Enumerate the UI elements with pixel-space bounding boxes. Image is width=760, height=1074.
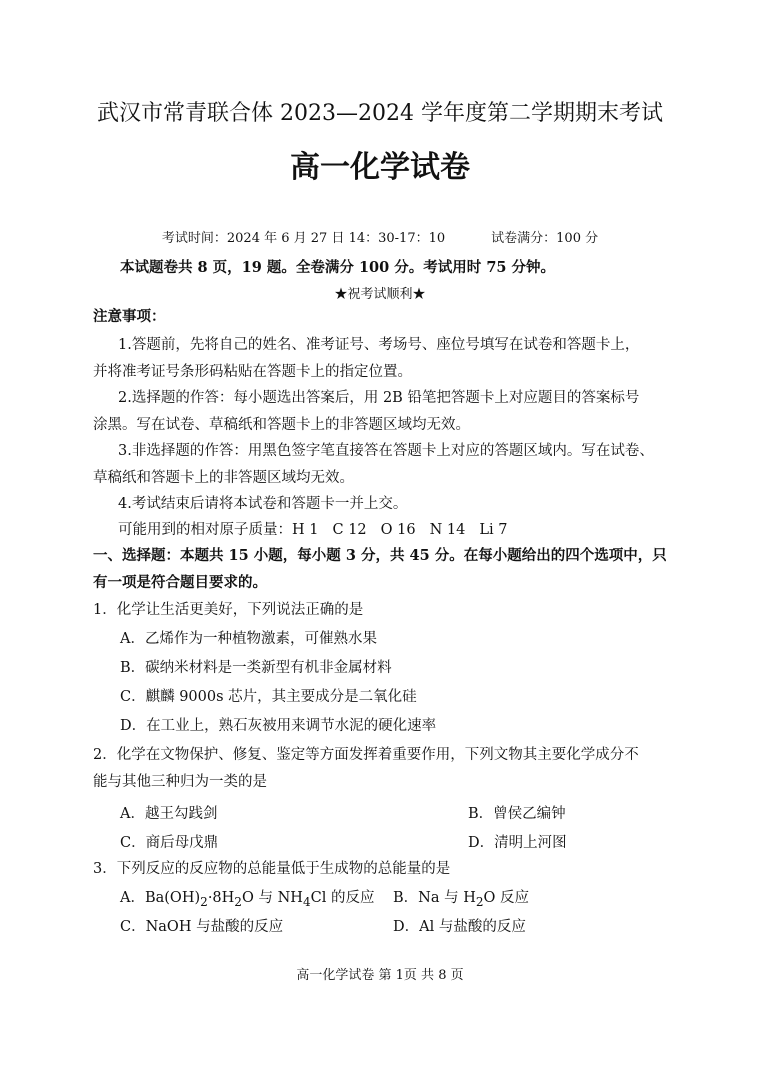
q3-a-part-1: A．Ba(OH) xyxy=(120,890,201,906)
q1-option-c: C．麒麟 9000s 芯片，其主要成分是二氧化硅 xyxy=(120,689,417,705)
q3-a-sub-2: 2 xyxy=(234,894,242,909)
note-2-line-2: 涂黑。写在试卷、草稿纸和答题卡上的非答题区域均无效。 xyxy=(93,417,470,433)
page-footer: 高一化学试卷 第 1页 共 8 页 xyxy=(296,968,464,983)
paper-title: 高一化学试卷 xyxy=(290,150,470,185)
q3-a-sub-1: 2 xyxy=(200,894,208,909)
q3-option-a xyxy=(120,886,374,909)
q3-a-sub-3: 4 xyxy=(302,894,311,909)
atomic-mass-h: H 1 xyxy=(292,522,319,538)
exam-time: 考试时间：2024 年 6 月 27 日 14：30-17：10 xyxy=(161,231,446,246)
atomic-mass-li: Li 7 xyxy=(479,522,508,538)
q3-a-part-4: Cl 的反应 xyxy=(310,890,375,906)
q3-option-c: C．NaOH 与盐酸的反应 xyxy=(120,919,284,935)
q1-option-b: B．碳纳米材料是一类新型有机非金属材料 xyxy=(120,660,392,676)
good-luck-note: ★祝考试顺利★ xyxy=(334,287,426,302)
q2-stem-line-1: 2．化学在文物保护、修复、鉴定等方面发挥着重要作用，下列文物其主要化学成分不 xyxy=(93,747,639,763)
q2-option-b: B．曾侯乙编钟 xyxy=(468,806,566,822)
q3-option-b xyxy=(393,886,529,909)
q1-option-a: A．乙烯作为一种植物激素，可催熟水果 xyxy=(120,631,377,647)
q3-b-sub: 2 xyxy=(475,894,484,909)
full-score: 试卷满分：100 分 xyxy=(491,231,599,246)
q2-option-d: D．清明上河图 xyxy=(468,835,567,851)
paper-summary: 本试题卷共 8 页，19 题。全卷满分 100 分。考试用时 75 分钟。 xyxy=(120,259,556,276)
q3-a-part-2: ·8H xyxy=(207,890,235,906)
note-3-line-1: 3.非选择题的作答：用黑色签字笔直接答在答题卡上对应的答题区域内。写在试卷、 xyxy=(118,443,654,459)
note-3-line-2: 草稿纸和答题卡上的非答题区域均无效。 xyxy=(93,470,354,486)
note-2-line-1: 2.选择题的作答：每小题选出答案后，用 2B 铅笔把答题卡上对应题目的答案标号 xyxy=(118,390,640,406)
section-1-line-1: 一、选择题：本题共 15 小题，每小题 3 分，共 45 分。在每小题给出的四个选项中，只 xyxy=(93,547,667,564)
atomic-mass-label: 可能用到的相对原子质量： xyxy=(118,522,292,538)
atomic-mass-n: N 14 xyxy=(429,522,466,538)
exam-info xyxy=(0,227,760,246)
q1-option-d: D．在工业上，熟石灰被用来调节水泥的硬化速率 xyxy=(120,718,437,734)
q3-stem: 3．下列反应的反应物的总能量低于生成物的总能量的是 xyxy=(93,861,451,877)
q3-option-d: D．Al 与盐酸的反应 xyxy=(393,919,526,935)
q2-option-a: A．越王勾践剑 xyxy=(120,806,218,822)
atomic-mass-c: C 12 xyxy=(332,522,367,538)
note-1-line-2: 并将准考证号条形码粘贴在答题卡上的指定位置。 xyxy=(93,364,412,380)
q1-stem: 1．化学让生活更美好，下列说法正确的是 xyxy=(93,602,364,618)
q2-option-c: C．商后母戊鼎 xyxy=(120,835,219,851)
q3-a-part-3: O 与 NH xyxy=(241,890,303,906)
note-4: 4.考试结束后请将本试卷和答题卡一并上交。 xyxy=(118,496,408,512)
note-1-line-1: 1.答题前，先将自己的姓名、准考证号、考场号、座位号填写在试卷和答题卡上， xyxy=(118,337,640,353)
atomic-mass-o: O 16 xyxy=(380,522,416,538)
notes-title: 注意事项： xyxy=(93,308,166,325)
section-1-line-2: 有一项是符合题目要求的。 xyxy=(93,574,267,591)
q3-b-part-2: O 反应 xyxy=(483,890,530,906)
q3-b-part-1: B．Na 与 H xyxy=(393,890,476,906)
q2-stem-line-2: 能与其他三种归为一类的是 xyxy=(93,774,267,790)
exam-title: 武汉市常青联合体 2023—2024 学年度第二学期期末考试 xyxy=(97,101,663,126)
atomic-masses xyxy=(118,518,521,539)
